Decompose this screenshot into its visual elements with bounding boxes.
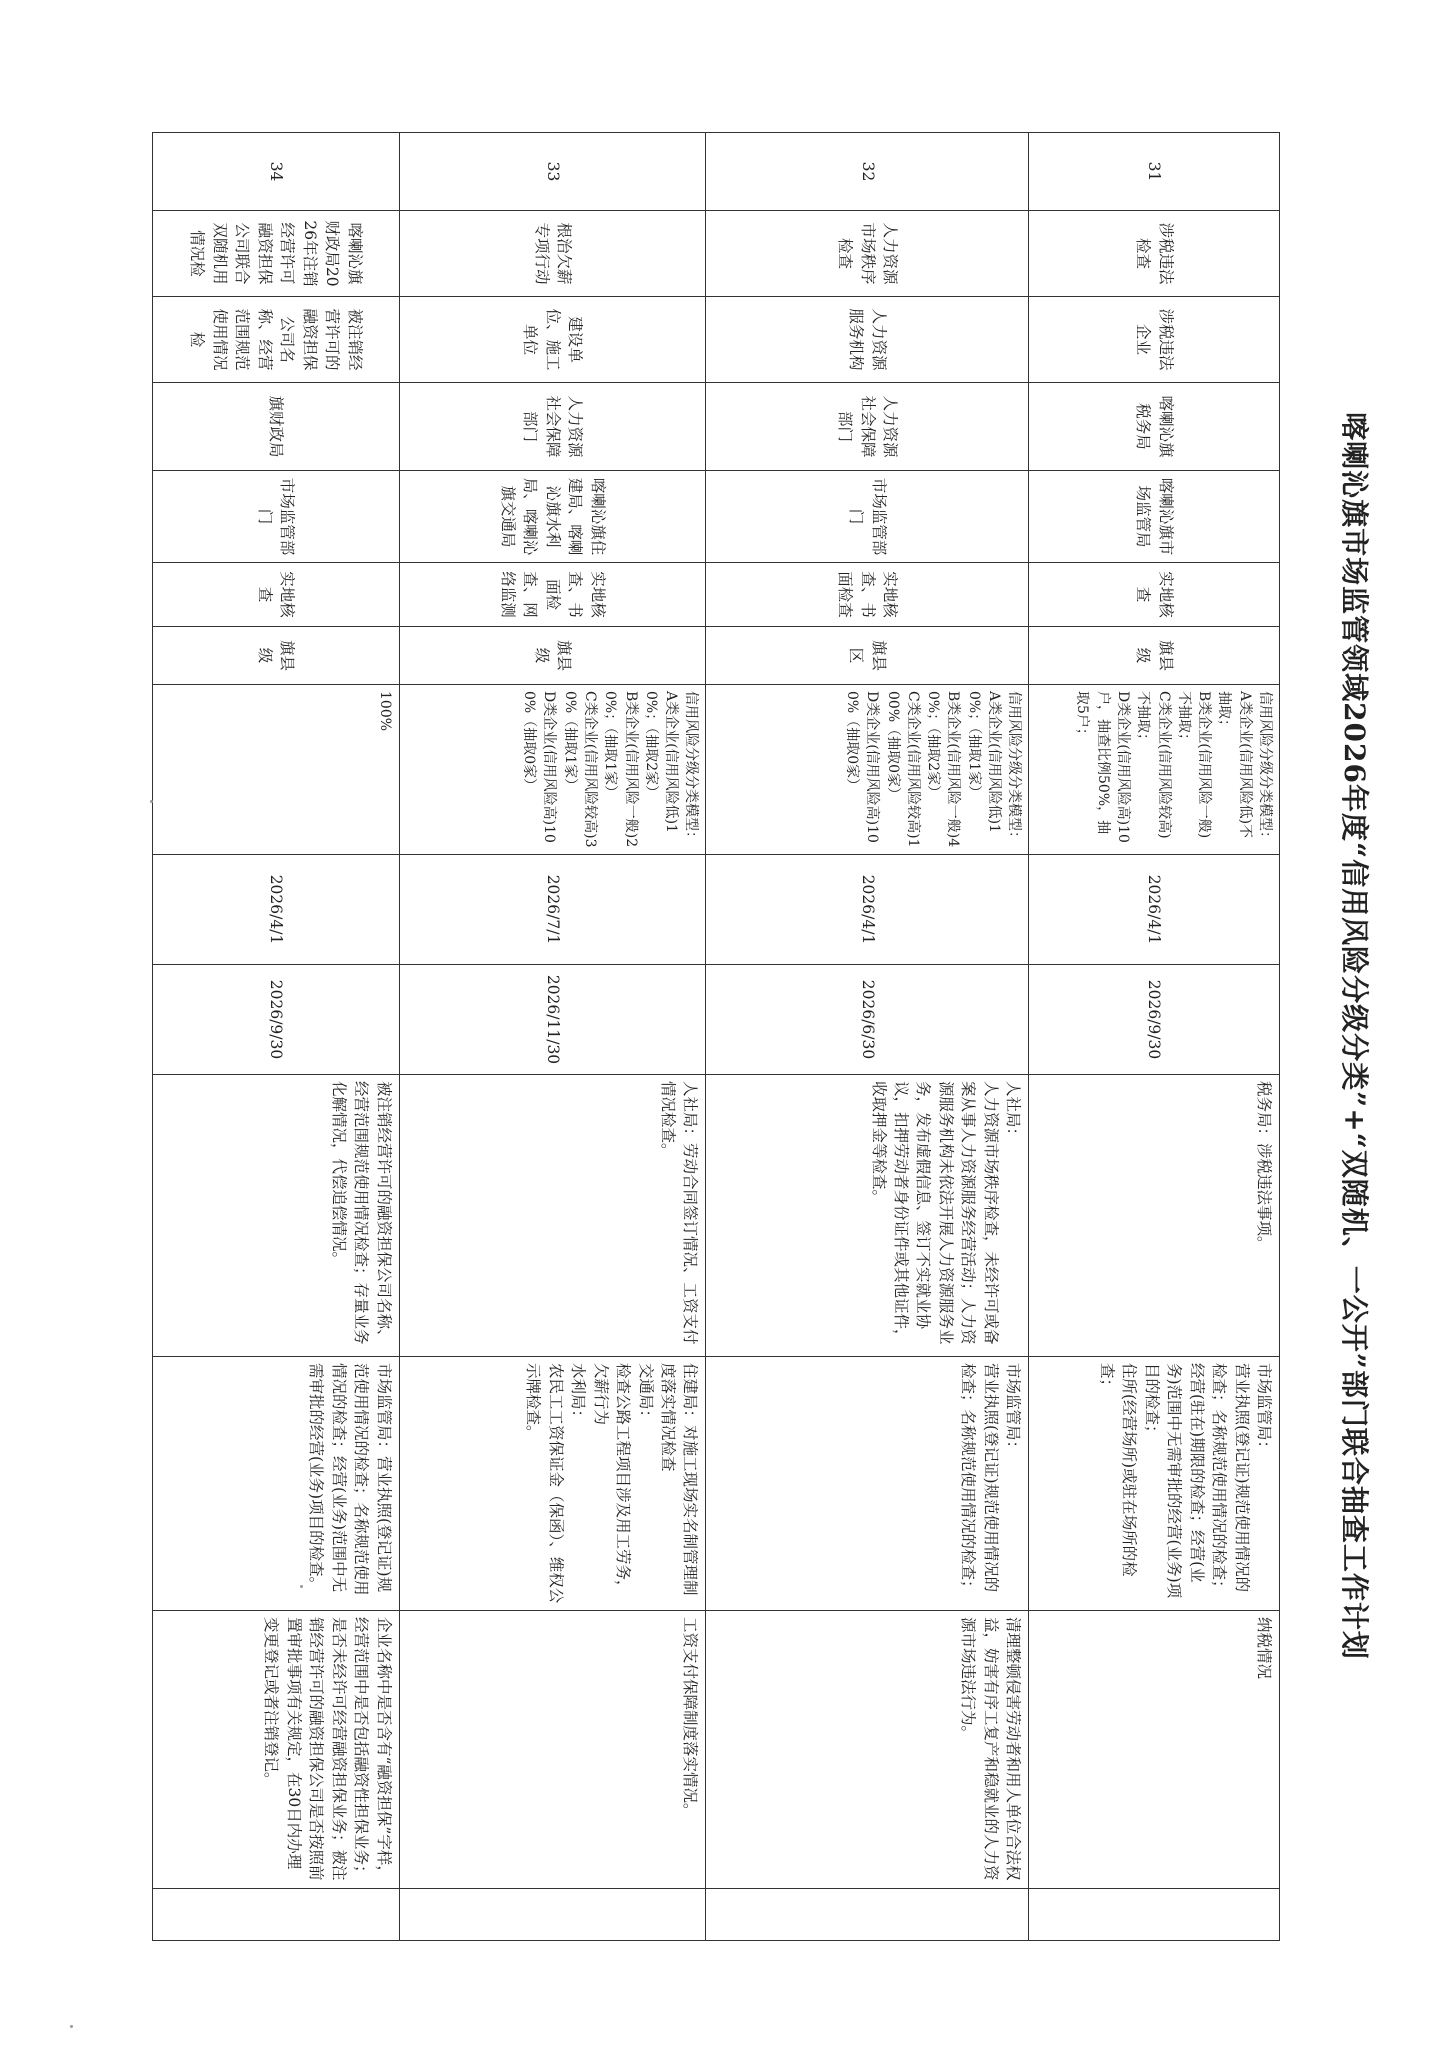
cell-line: D类企业(信用风险高)100%（抽取0家）: [843, 691, 881, 843]
cell-ratio: [1029, 685, 1280, 855]
cell-no: 32: [706, 133, 1029, 211]
cell-line: D类企业(信用风险高)100%（抽取0家）: [521, 691, 558, 843]
cell-task: 涉税违法检查: [1029, 211, 1280, 297]
cell-level: 旗县级: [153, 627, 400, 685]
cell-line: 纳税情况: [1255, 1617, 1273, 1680]
cell-items-b: [706, 1357, 1029, 1611]
cell-line: B类企业(信用风险一般)40%；（抽取2家）: [925, 691, 962, 848]
table-row: [1029, 133, 1280, 1941]
table-row: [399, 133, 706, 1941]
scan-speck: [70, 2025, 73, 2028]
cell-line: 人力资源市场秩序检查，未经许可或备案从事人力资源服务经营活动；人力资源服务机构未依法开展人力资源服务业务，发布虚假信息、签订不实就业协议，扣押劳动者身份证件或其他证件，收取押金等检查。: [869, 1081, 1000, 1345]
cell-line: C类企业(信用风险较高)30%（抽取1家）: [561, 691, 598, 848]
cell-start: 2026/4/1: [153, 855, 400, 965]
cell-line: 清理整顿侵害劳动者和用人单位合法权益，妨害有序工复产和稳就业的人力资源市场违法行为。: [959, 1617, 1023, 1881]
cell-task: 根治欠薪专项行动: [399, 211, 706, 297]
cell-initiator: 人力资源社会保障部门: [399, 383, 706, 471]
cell-ratio: [706, 685, 1029, 855]
cell-items-b: [1029, 1357, 1280, 1611]
cell-method: 实地核查: [153, 563, 400, 627]
cell-items-c: [399, 1611, 706, 1889]
cell-items-c: [706, 1611, 1029, 1889]
cell-items-c: [153, 1611, 400, 1889]
cell-line: 企业名称中是否含有“融资担保”字样，经营范围中是否包括融资性担保业务；是否未经许可经营融资担保业务；被注销经营许可的融资担保公司是否按照前置审批事项有关规定，在30日内办理变更登记或者注销登记。: [262, 1617, 393, 1881]
cell-task: 人力资源市场秩序检查: [706, 211, 1029, 297]
cell-start: 2026/7/1: [399, 855, 706, 965]
cell-items-a: [399, 1075, 706, 1357]
cell-line: 住所(经营场所)或驻在场所的检查；: [1097, 1363, 1139, 1577]
cell-remark: [1029, 1889, 1280, 1941]
cell-level: 旗县区: [706, 627, 1029, 685]
cell-line: 市场监管局：营业执照(登记证)规范使用情况的检查；名称规范使用情况的检查；经营(业务)范围中无需审批的经营(业务)项目的检查。: [307, 1363, 393, 1596]
cell-ratio: [399, 685, 706, 855]
cell-items-b: [153, 1357, 400, 1611]
cell-end: 2026/6/30: [706, 965, 1029, 1075]
cell-initiator: 旗财政局: [153, 383, 400, 471]
table-row: [706, 133, 1029, 1941]
cell-line: A类企业(信用风险低)不抽取；: [1216, 691, 1253, 839]
cell-line: 检查公路工程项目涉及用工劳务，欠薪行为: [591, 1363, 633, 1596]
cell-line: 市场监管局：: [1004, 1363, 1023, 1457]
cell-line: 市场监管局：: [1255, 1363, 1273, 1457]
cell-remark: [706, 1889, 1029, 1941]
cell-line: C类企业(信用风险较高)不抽取；: [1135, 691, 1172, 839]
table-row: [153, 133, 400, 1941]
page-title: 喀喇沁旗市场监管领域2026年度“信用风险分级分类”+“双随机、一公开”部门联合抽查工作计划: [1338, 412, 1371, 1660]
cell-line: A类企业(信用风险低)10%；（抽取1家）: [965, 691, 1003, 833]
scan-speck: [300, 1585, 303, 1588]
cell-remark: [399, 1889, 706, 1941]
cell-method: 实地核查、书面检查: [706, 563, 1029, 627]
cell-items-a: [153, 1075, 400, 1357]
cell-line: B类企业(信用风险一般)不抽取；: [1175, 691, 1213, 839]
cell-level: 旗县级: [399, 627, 706, 685]
cell-end: 2026/11/30: [399, 965, 706, 1075]
cell-line: 人社局：劳动合同签订情况、工资支付情况检查。: [659, 1081, 700, 1345]
cell-line: 信用风险分级分类模型：: [1257, 691, 1273, 845]
cell-line: A类企业(信用风险低)10%；（抽取2家）: [642, 691, 680, 833]
cell-items-b: [399, 1357, 706, 1611]
cell-line: 交通局：: [636, 1363, 655, 1426]
cell-line: 税务局：涉税违法事项。: [1255, 1081, 1273, 1252]
cell-ratio: [153, 685, 400, 855]
cell-items-c: [1029, 1611, 1280, 1889]
cell-object: 涉税违法企业: [1029, 297, 1280, 383]
inspection-plan-table: [152, 132, 1280, 1941]
cell-line: 农民工工资保证金（保函）、维权公示牌检查。: [524, 1363, 565, 1604]
cell-task: 喀喇沁旗财政局2026年注销经营许可融资担保公司联合双随机用情况检: [153, 211, 400, 297]
cell-line: 工资支付保障制度落实情况。: [681, 1617, 700, 1819]
rotated-page: [152, 132, 1371, 1940]
cell-object: 人力资源服务机构: [706, 297, 1029, 383]
cell-line: 被注销经营许可的融资担保公司名称、经营范围规范使用情况检查；存量业务化解情况，代偿追偿情况。: [329, 1081, 393, 1345]
cell-start: 2026/4/1: [1029, 855, 1280, 965]
cell-items-a: [706, 1075, 1029, 1357]
cell-line: 水利局：: [569, 1363, 588, 1426]
cell-line: 营业执照(登记证)规范使用情况的检查；名称规范使用情况的检查；: [1210, 1363, 1251, 1596]
cell-line: B类企业(信用风险一般)20%；（抽取1家）: [602, 691, 639, 848]
cell-cooperator: 市场监管部门: [153, 471, 400, 563]
cell-no: 33: [399, 133, 706, 211]
cell-initiator: 喀喇沁旗税务局: [1029, 383, 1280, 471]
cell-no: 31: [1029, 133, 1280, 211]
cell-line: 信用风险分级分类模型：: [683, 691, 700, 845]
cell-start: 2026/4/1: [706, 855, 1029, 965]
cell-method: 实地核查: [1029, 563, 1280, 627]
cell-initiator: 人力资源社会保障部门: [706, 383, 1029, 471]
cell-end: 2026/9/30: [1029, 965, 1280, 1075]
cell-method: 实地核查、书面检查、网络监测: [399, 563, 706, 627]
cell-line: 经营(驻在)期限的检查；经营(业务)范围中无需审批的经营(业务)项目的检查；: [1142, 1363, 1206, 1599]
cell-end: 2026/9/30: [153, 965, 400, 1075]
cell-line: 人社局：: [1004, 1081, 1023, 1144]
cell-line: 营业执照(登记证)规范使用情况的检查；名称规范使用情况的检查；: [959, 1363, 1000, 1596]
cell-line: 100%: [376, 691, 393, 732]
cell-line: 信用风险分级分类模型：: [1006, 691, 1023, 845]
cell-line: 住建局：对施工现场实名制管理制度落实情况检查: [659, 1363, 700, 1596]
cell-cooperator: 喀喇沁旗市场监管局: [1029, 471, 1280, 563]
cell-level: 旗县级: [1029, 627, 1280, 685]
cell-object: 被注销经营许可的融资担保公司名称、经营范围规范使用情况检: [153, 297, 400, 383]
cell-no: 34: [153, 133, 400, 211]
scan-speck: [150, 800, 153, 803]
cell-items-a: [1029, 1075, 1280, 1357]
cell-remark: [153, 1889, 400, 1941]
cell-object: 建设单位、施工单位: [399, 297, 706, 383]
cell-cooperator: 市场监管部门: [706, 471, 1029, 563]
cell-line: D类企业(信用风险高)10户，抽查比例50%，抽取5户；: [1074, 691, 1131, 843]
cell-line: C类企业(信用风险较高)100%（抽取0家）: [884, 691, 921, 848]
cell-cooperator: 喀喇沁旗住建局、喀喇沁旗水利局、喀喇沁旗交通局: [399, 471, 706, 563]
